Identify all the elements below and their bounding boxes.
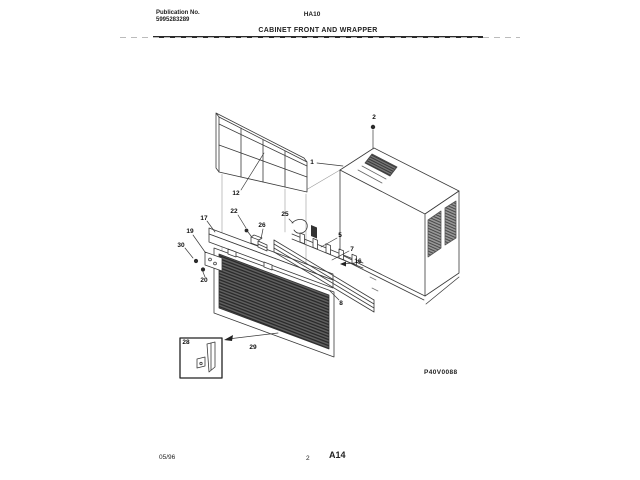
top-screw [371,125,375,149]
callout-12: 12 [232,189,240,197]
front-grille-panel [216,113,307,192]
callout-16: 16 [354,257,362,265]
callout-30: 30 [177,241,185,249]
callout-1: 1 [310,158,314,166]
model-number: HA10 [303,11,321,18]
exploded-view-diagram [0,40,640,440]
side-louver-vent [445,201,456,245]
page-title: CABINET FRONT AND WRAPPER [258,27,378,34]
callout-29: 29 [249,343,257,351]
callout-5: 5 [338,231,342,239]
callout-20: 20 [200,276,208,284]
callout-28: 28 [182,338,190,346]
publication-number: 5995283289 [156,17,190,23]
callout-25: 25 [281,210,289,218]
footer-date: 05/96 [159,454,176,461]
callout-22: 22 [230,207,238,215]
callout-7: 7 [350,245,354,253]
diagram-code: P40V0088 [424,369,458,376]
callout-8: 8 [339,299,343,307]
publication-label: Publication No. [156,10,200,16]
footer-page-number: 2 [306,455,310,462]
callout-26: 26 [258,221,266,229]
callout-2: 2 [372,113,376,121]
mounting-location-arrow [224,333,278,341]
cabinet-wrapper [340,148,459,304]
footer-section-code: A14 [329,450,346,460]
callout-17: 17 [200,214,208,222]
callout-19: 19 [186,227,194,235]
